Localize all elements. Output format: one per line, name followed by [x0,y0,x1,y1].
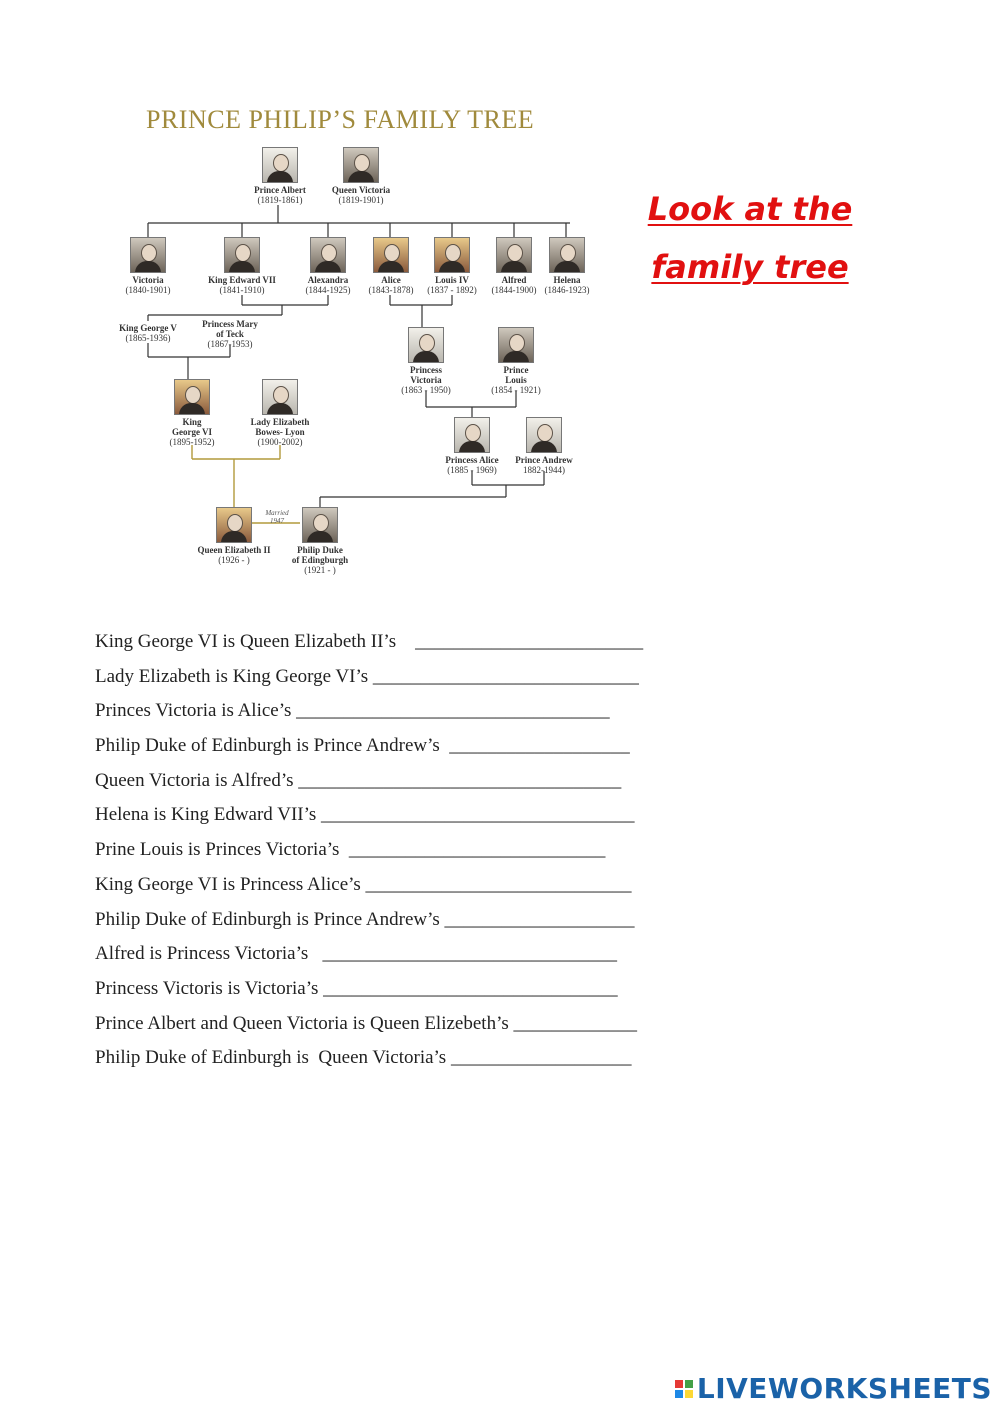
person-queen-elizabeth-ii: Queen Elizabeth II (1926 - ) [188,507,280,565]
question-line[interactable]: Philip Duke of Edinburgh is Prince Andrew’s ___________________ [95,735,630,757]
question-line[interactable]: Alfred is Princess Victoria’s _______________________________ [95,943,618,965]
tree-title: PRINCE PHILIP’S FAMILY TREE [146,105,535,134]
person-lady-elizabeth: Lady Elizabeth Bowes- Lyon (1900-2002) [240,379,320,447]
person-alice: Alice (1843-1878) [364,237,418,295]
fill-in-questions [95,625,715,1076]
portrait-image [262,379,298,415]
person-princess-alice: Princess Alice (1885 - 1969) [434,417,510,475]
person-helena: Helena (1846-1923) [540,237,594,295]
portrait-image [454,417,490,453]
portrait-image [498,327,534,363]
question-line[interactable]: Helena is King Edward VII’s _________________________________ [95,804,635,826]
person-queen-victoria: Queen Victoria (1819-1901) [320,147,402,205]
family-tree-figure [100,95,600,585]
person-prince-albert: Prince Albert (1819-1861) [240,147,320,205]
look-at-family-tree-heading: Look at the family tree [647,190,853,286]
portrait-image [262,147,298,183]
question-line[interactable]: Lady Elizabeth is King George VI’s ____________________________ [95,665,639,687]
person-philip-duke-of-edinburgh: Philip Duke of Edingburgh (1921 - ) [284,507,356,575]
question-line[interactable]: Prine Louis is Princes Victoria’s ___________________________ [95,839,606,861]
portrait-image [343,147,379,183]
question-line[interactable]: Philip Duke of Edinburgh is Prince Andrew’s ____________________ [95,908,635,930]
person-princess-mary-of-teck: Princess Mary of Teck (1867-1953) [202,319,258,349]
portrait-image [174,379,210,415]
person-prince-andrew: Prince Andrew 1882-1944) [506,417,582,475]
portrait-image [224,237,260,273]
question-line[interactable]: Princes Victoria is Alice’s _________________________________ [95,700,610,722]
person-prince-louis: Prince Louis (1854 - 1921) [484,327,548,395]
portrait-image [434,237,470,273]
portrait-image [373,237,409,273]
portrait-image [549,237,585,273]
portrait-image [216,507,252,543]
portrait-image [526,417,562,453]
question-line[interactable]: King George VI is Princess Alice’s ____________________________ [95,873,632,895]
question-line[interactable]: Princess Victoris is Victoria’s _______________________________ [95,977,618,999]
person-louis-iv: Louis IV (1837 - 1892) [422,237,482,295]
person-king-george-vi: King George VI (1895-1952) [160,379,224,447]
portrait-image [302,507,338,543]
person-victoria: Victoria (1840-1901) [120,237,176,295]
logo-icon [675,1380,693,1398]
person-princess-victoria: Princess Victoria (1863 - 1950) [394,327,458,395]
portrait-image [496,237,532,273]
person-alexandra: Alexandra (1844-1925) [300,237,356,295]
portrait-image [310,237,346,273]
brand-name: LIVEWORKSHEETS [696,1372,992,1405]
married-annotation: Married 1947 [265,509,289,525]
liveworksheets-logo [675,1372,992,1405]
person-king-edward-vii: King Edward VII (1841-1910) [204,237,280,295]
person-king-george-v: King George V (1865-1936) [119,323,177,343]
portrait-image [408,327,444,363]
question-line[interactable]: Philip Duke of Edinburgh is Queen Victoria’s ___________________ [95,1047,632,1069]
portrait-image [130,237,166,273]
question-line[interactable]: Queen Victoria is Alfred’s __________________________________ [95,769,622,791]
person-alfred: Alfred (1844-1900) [486,237,542,295]
question-line[interactable]: Prince Albert and Queen Victoria is Queen Elizebeth’s _____________ [95,1012,637,1034]
question-line[interactable]: King George VI is Queen Elizabeth II’s ________________________ [95,631,644,652]
